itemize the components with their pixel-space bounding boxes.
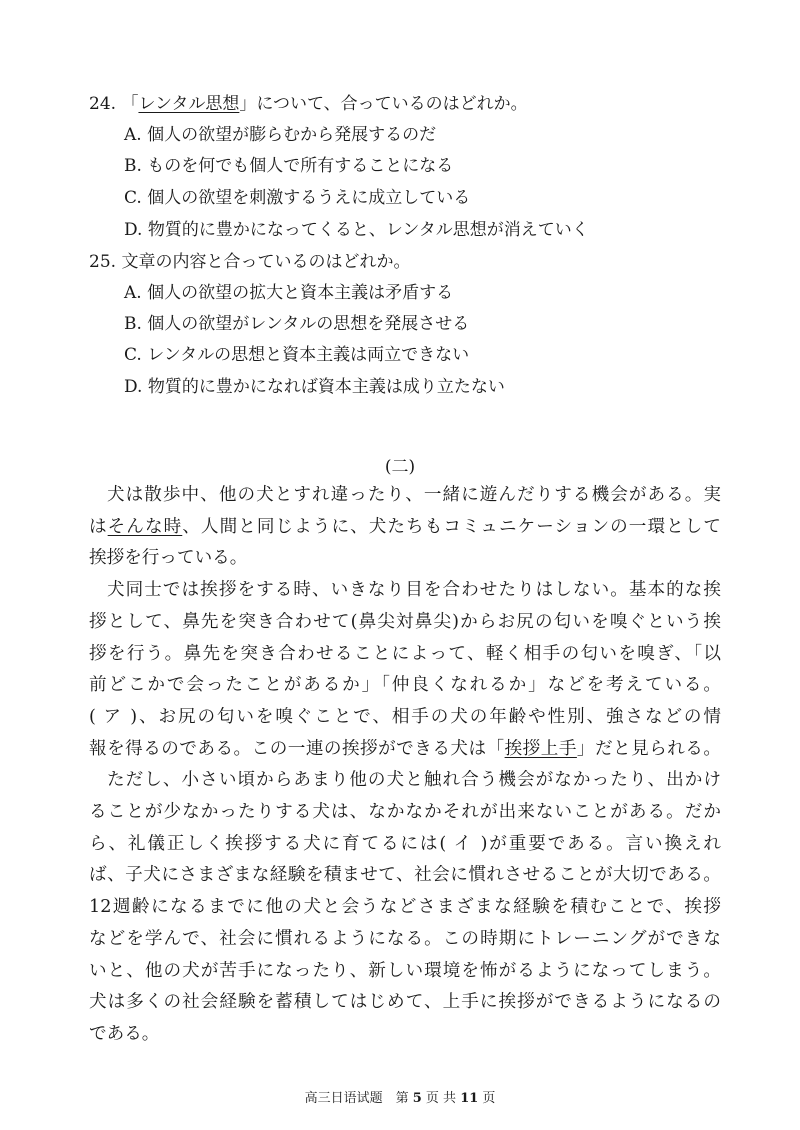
option-24-c: C. 個人の欲望を刺激するうえに成立している bbox=[124, 188, 471, 208]
passage-line: 拶として、鼻先を突き合わせて(鼻尖対鼻尖)からお尻の匂いを嗅ぐという挨 bbox=[89, 611, 721, 632]
passage-line: ( ア )、お尻の匂いを嗅ぐことで、相手の犬の年齢や性別、強さなどの情 bbox=[89, 706, 721, 727]
passage-line: ることが少なかったりする犬は、なかなかそれが出来ないことがある。だか bbox=[89, 802, 721, 823]
question-25 bbox=[89, 252, 410, 272]
passage-line: 12週齢になるまでに他の犬と会うなどさまざまな経験を積むことで、挨拶 bbox=[89, 897, 721, 918]
line-start: は bbox=[89, 516, 108, 537]
question-24 bbox=[89, 94, 528, 114]
page-total: 11 bbox=[460, 1091, 479, 1106]
passage-line: ただし、小さい頃からあまり他の犬と触れ合う機会がなかったり、出かけ bbox=[107, 770, 721, 791]
option-24-d: D. 物質的に豊かになってくると、レンタル思想が消えていく bbox=[124, 220, 589, 240]
passage-line: ら、礼儀正しく挨拶する犬に育てるには( イ )が重要である。言い換えれ bbox=[89, 833, 721, 854]
passage-line: などを学んで、社会に慣れるようになる。この時期にトレーニングができな bbox=[89, 928, 721, 949]
section-heading: (二) bbox=[384, 457, 416, 477]
question-stem-rest: 」について、合っているのはどれか。 bbox=[239, 94, 528, 114]
passage-line: 犬は多くの社会経験を蓄積してはじめて、上手に挨拶ができるようになるの bbox=[89, 992, 721, 1013]
footer-text: 高三日语试题 第 bbox=[304, 1091, 409, 1106]
option-25-c: C. レンタルの思想と資本主義は両立できない bbox=[124, 345, 470, 365]
option-25-a: A. 個人の欲望の拡大と資本主義は矛盾する bbox=[124, 283, 454, 303]
question-stem-open: 「 bbox=[121, 94, 139, 114]
passage-line: 犬同士では挨拶をする時、いきなり目を合わせたりはしない。基本的な挨 bbox=[107, 580, 721, 601]
passage-line: である。 bbox=[89, 1023, 160, 1044]
passage-line: 犬は散歩中、他の犬とすれ違ったり、一緒に遊んだりする機会がある。実 bbox=[107, 485, 721, 505]
page-footer bbox=[0, 1087, 800, 1106]
underlined-phrase: そんな時 bbox=[107, 516, 183, 537]
footer-text: 页 共 bbox=[425, 1091, 457, 1106]
passage-line: ば、子犬にさまざまな経験を積ませて、社会に慣れさせることが大切である。 bbox=[89, 865, 721, 886]
question-number: 24. bbox=[89, 94, 117, 114]
question-number: 25. bbox=[89, 252, 117, 272]
passage-line: 前どこかで会ったことがあるか」「仲良くなれるか」などを考えている。 bbox=[89, 675, 721, 696]
passage-line: 拶を行う。鼻先を突き合わせることによって、軽く相手の匂いを嗅ぎ、「以 bbox=[89, 643, 721, 664]
passage-line bbox=[89, 734, 721, 766]
underlined-phrase: 挨拶上手 bbox=[504, 738, 577, 759]
option-25-d: D. 物質的に豊かになれば資本主義は成り立たない bbox=[124, 377, 505, 397]
passage-line bbox=[89, 512, 721, 544]
question-stem: 文章の内容と合っているのはどれか。 bbox=[121, 252, 411, 272]
underlined-term: レンタル思想 bbox=[138, 94, 240, 114]
option-24-b: B. ものを何でも個人で所有することになる bbox=[124, 156, 454, 176]
page-number: 5 bbox=[412, 1091, 422, 1106]
footer-text: 页 bbox=[482, 1091, 496, 1106]
line-start: 報を得るのである。この一連の挨拶ができる犬は「 bbox=[89, 738, 505, 759]
line-rest: 、人間と同じように、犬たちもコミュニケーションの一環として bbox=[182, 516, 721, 537]
line-rest: 」だと見られる。 bbox=[576, 738, 721, 759]
option-25-b: B. 個人の欲望がレンタルの思想を発展させる bbox=[124, 314, 470, 334]
passage-line: いと、他の犬が苦手になったり、新しい環境を怖がるようになってしまう。 bbox=[89, 960, 721, 981]
passage-line: 挨拶を行っている。 bbox=[89, 548, 248, 569]
passage bbox=[89, 480, 721, 1051]
option-24-a: A. 個人の欲望が膨らむから発展するのだ bbox=[124, 125, 437, 145]
